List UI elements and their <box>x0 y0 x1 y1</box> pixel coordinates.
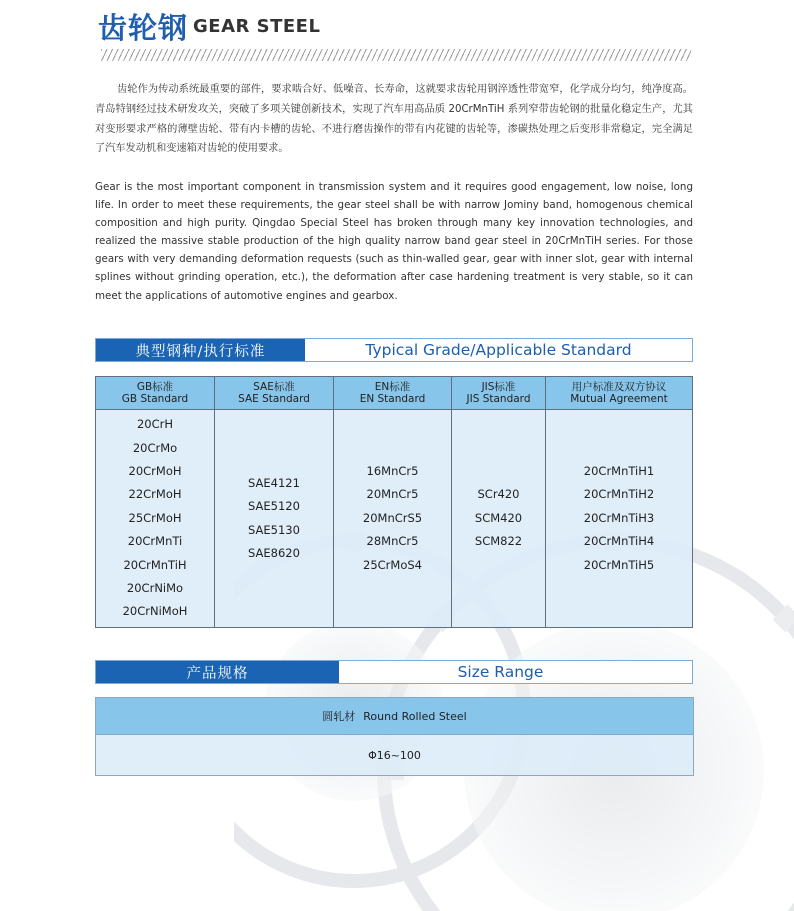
size-section-header <box>95 660 693 684</box>
list-item: 20CrMnTiH <box>123 557 187 572</box>
list-item: 20CrNiMo <box>126 581 184 596</box>
list-item: 22CrMoH <box>128 487 182 502</box>
intro-paragraph-cn: 齿轮作为传动系统最重要的部件，要求啮合好、低噪音、长寿命，这就要求齿轮用钢淬透性带宽窄，化学成分均匀，纯净度高。青岛特钢经过技术研发攻关，突破了多项关键创新技术，实现了汽车用高品质 20CrMnTiH 系列窄带齿轮钢的批量化稳定生产，尤其对变形要求严格的薄壁齿轮、带有内卡槽的齿轮、不进行磨齿操作的带有内花键的齿轮等，渗碳热处理之后变形非常稳定，完全满足了汽车发动机和变速箱对齿轮的使用要求。 <box>95 84 693 155</box>
product-type-en: Round Rolled Steel <box>363 709 467 723</box>
jis-grade-list <box>452 410 546 628</box>
list-item: SAE8620 <box>248 545 300 560</box>
list-item: 20CrMnTiH5 <box>583 557 655 572</box>
size-range-value: Φ16~100 <box>368 748 421 762</box>
decorative-hatch-divider <box>101 49 691 61</box>
list-item: 20MnCr5 <box>366 487 419 502</box>
list-item: 20CrMnTi <box>127 534 183 549</box>
column-header-jis: JIS标准 JIS Standard <box>452 377 546 410</box>
column-header-gb: GB标准 GB Standard <box>96 377 215 410</box>
grade-section-label-en: Typical Grade/Applicable Standard <box>365 341 632 359</box>
list-item: 20CrMnTiH4 <box>583 534 655 549</box>
list-item: 25CrMoH <box>128 510 182 525</box>
list-item: 20CrMnTiH2 <box>583 487 655 502</box>
mutual-grade-list <box>546 410 693 628</box>
list-item: 20CrMnTiH3 <box>583 510 655 525</box>
intro-paragraph-en: Gear is the most important component in transmission system and it requires good engagement, low noise, long life. In order to meet these requirements, the gear steel shall be with narrow Jominy band, homogenous chemical composition and high purity. Qingdao Special Steel has broken through many key innovation technologies, and realized the massive stable production of the high quality narrow band gear steel in 20CrMnTiH series. For those gears with very demanding deformation requests (such as thin-walled gear, gear with inner slot, gear with internal splines without grinding operation, etc.), the deformation after case hardening treatment is very stable, so it can meet the applications of automotive engines and gearbox. <box>95 181 693 302</box>
column-header-sae: SAE标准 SAE Standard <box>215 377 334 410</box>
grade-section-label-cn: 典型钢种/执行标准 <box>96 339 305 361</box>
size-section-label-en: Size Range <box>457 663 544 681</box>
list-item: 16MnCr5 <box>366 463 419 478</box>
table-row <box>96 410 693 628</box>
list-item: SAE5130 <box>248 522 300 537</box>
list-item: 20MnCrS5 <box>362 510 423 525</box>
list-item: SCM822 <box>474 534 523 549</box>
grade-standard-table <box>95 376 693 628</box>
sae-grade-list <box>215 410 334 628</box>
list-item: SCM420 <box>474 510 523 525</box>
list-item: 20CrMnTiH1 <box>583 463 655 478</box>
gb-grade-list <box>96 410 215 628</box>
list-item: 20CrMo <box>132 440 178 455</box>
list-item: 28MnCr5 <box>366 534 419 549</box>
size-section-label-cn: 产品规格 <box>96 661 339 683</box>
list-item: 20CrMoH <box>128 463 182 478</box>
list-item: SAE5120 <box>248 499 300 514</box>
column-header-mutual: 用户标准及双方协议 Mutual Agreement <box>546 377 693 410</box>
page-title-en: GEAR STEEL <box>193 16 321 37</box>
en-grade-list <box>334 410 452 628</box>
product-type-cn: 圆轧材 <box>322 710 356 723</box>
size-range-table <box>95 697 694 776</box>
list-item: 25CrMoS4 <box>363 557 422 572</box>
list-item: SCr420 <box>477 487 520 502</box>
list-item: 20CrH <box>136 417 174 432</box>
list-item: 20CrNiMoH <box>122 604 188 619</box>
table-header-row <box>96 377 693 410</box>
column-header-en: EN标准 EN Standard <box>334 377 452 410</box>
grade-section-header <box>95 338 693 362</box>
page-title-cn: 齿轮钢 <box>98 11 189 45</box>
list-item: SAE4121 <box>248 475 300 490</box>
size-table-header <box>96 698 693 735</box>
